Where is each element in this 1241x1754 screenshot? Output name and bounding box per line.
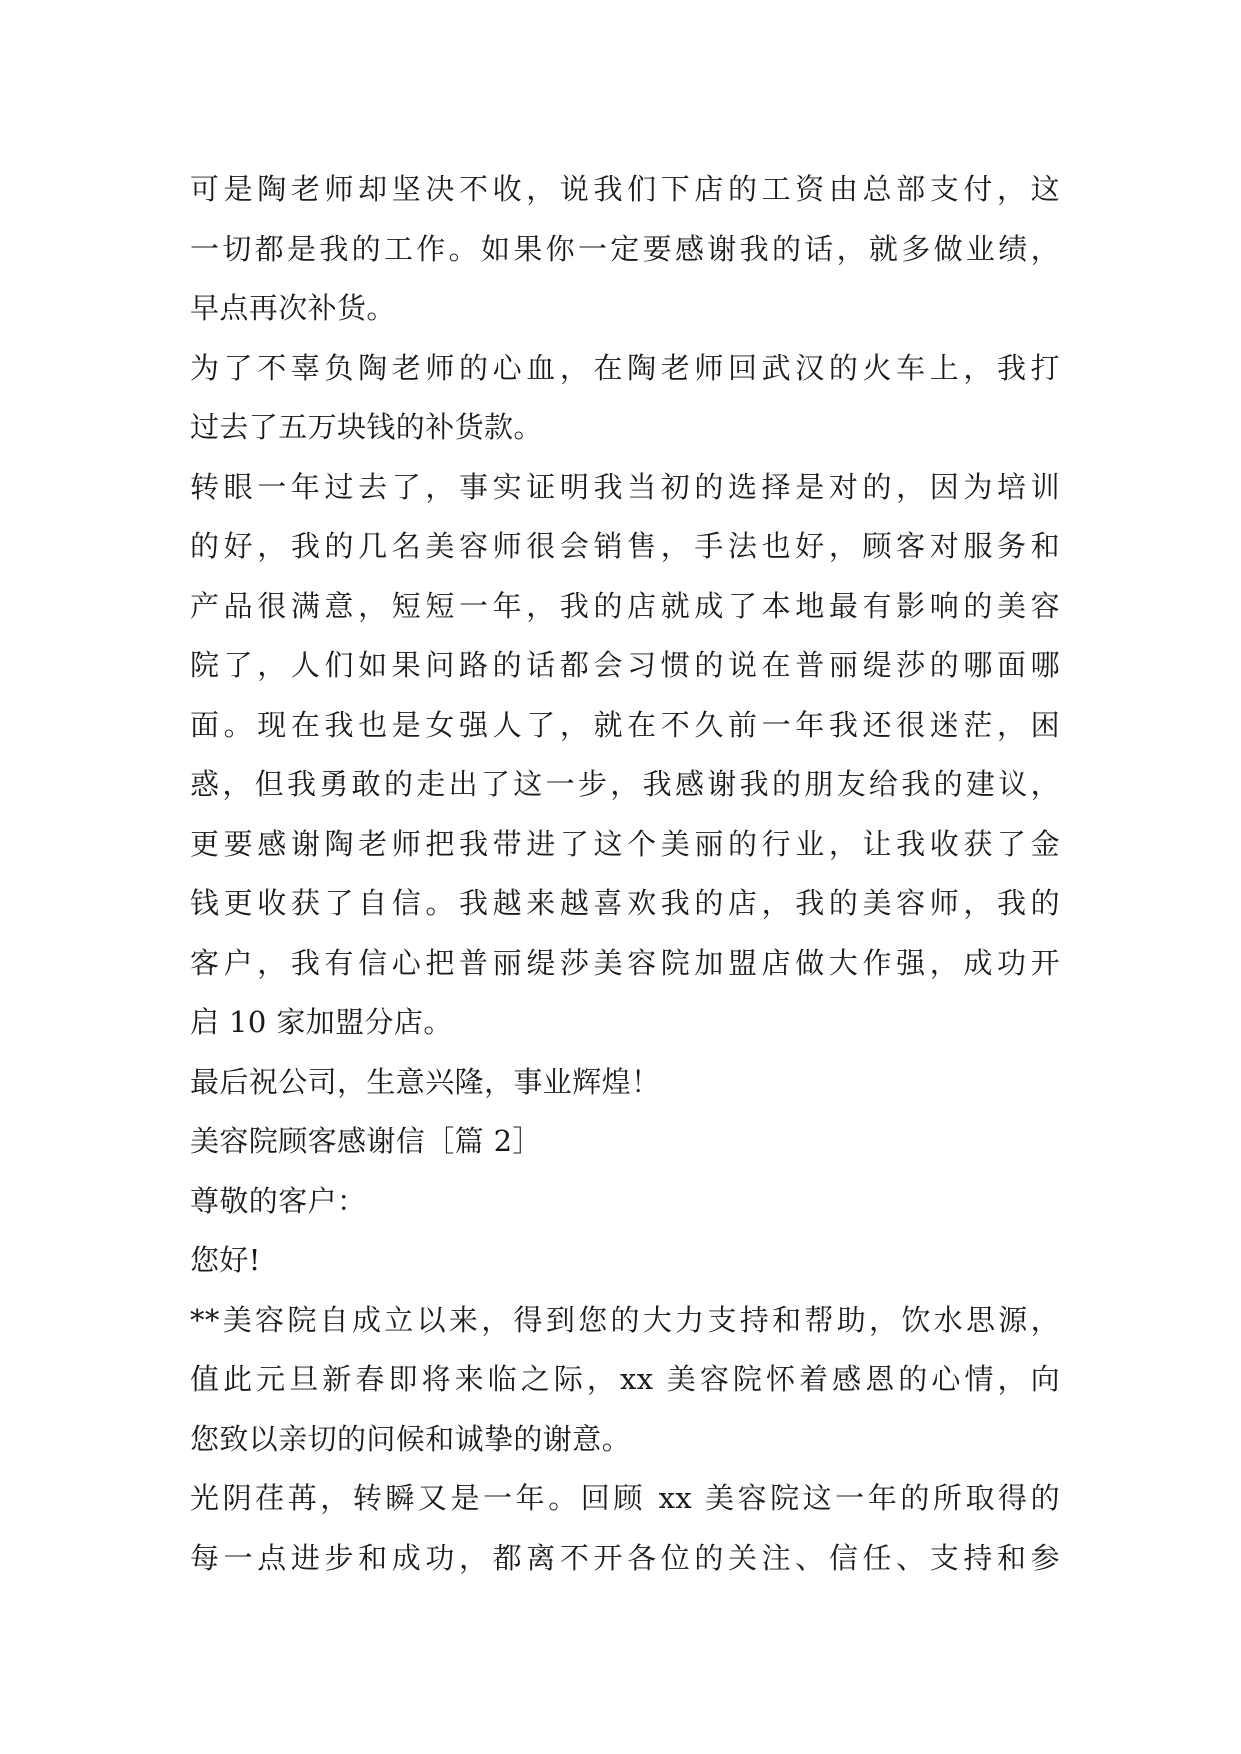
text-line: 每一点进步和成功，都离不开各位的关注、信任、支持和参: [190, 1540, 1060, 1575]
text-line: 钱更收获了自信。我越来越喜欢我的店，我的美容师，我的: [190, 886, 1060, 920]
text-line: 最后祝公司，生意兴隆，事业辉煌！: [190, 1064, 661, 1099]
text-line: 过去了五万块钱的补货款。: [190, 410, 543, 444]
text-line: 为了不辜负陶老师的心血，在陶老师回武汉的火车上，我打: [190, 350, 1060, 385]
text-line: 面。现在我也是女强人了，就在不久前一年我还很迷茫，困: [190, 707, 1060, 742]
text-line: 产品很满意，短短一年，我的店就成了本地最有影响的美容: [190, 588, 1060, 623]
text-line: 值此元旦新春即将来临之际，xx 美容院怀着感恩的心情，向: [190, 1362, 1060, 1396]
greeting: 您好!: [190, 1243, 261, 1277]
text-line: 早点再次补货。: [190, 291, 396, 325]
text-line: 启 10 家加盟分店。: [190, 1005, 453, 1039]
text-line: 转眼一年过去了，事实证明我当初的选择是对的，因为培训: [190, 469, 1060, 504]
text-line: 院了，人们如果问路的话都会习惯的说在普丽缇莎的哪面哪: [190, 648, 1060, 682]
text-line: 惑，但我勇敢的走出了这一步，我感谢我的朋友给我的建议，: [190, 767, 1060, 801]
text-line: 一切都是我的工作。如果你一定要感谢我的话，就多做业绩，: [190, 231, 1060, 266]
salutation: 尊敬的客户：: [190, 1183, 367, 1218]
text-line: 客户，我有信心把普丽缇莎美容院加盟店做大作强，成功开: [190, 945, 1060, 980]
text-line: 更要感谢陶老师把我带进了这个美丽的行业，让我收获了金: [190, 826, 1060, 861]
text-line: 您致以亲切的问候和诚挚的谢意。: [190, 1421, 632, 1456]
section-heading: 美容院顾客感谢信［篇 2］: [190, 1124, 542, 1158]
document-body: [190, 160, 1060, 1588]
text-line: **美容院自成立以来，得到您的大力支持和帮助，饮水思源，: [190, 1302, 1060, 1337]
text-line: 的好，我的几名美容师很会销售，手法也好，顾客对服务和: [190, 529, 1060, 563]
text-line: 可是陶老师却坚决不收，说我们下店的工资由总部支付，这: [190, 172, 1060, 206]
text-line: 光阴荏苒，转瞬又是一年。回顾 xx 美容院这一年的所取得的: [190, 1481, 1060, 1515]
